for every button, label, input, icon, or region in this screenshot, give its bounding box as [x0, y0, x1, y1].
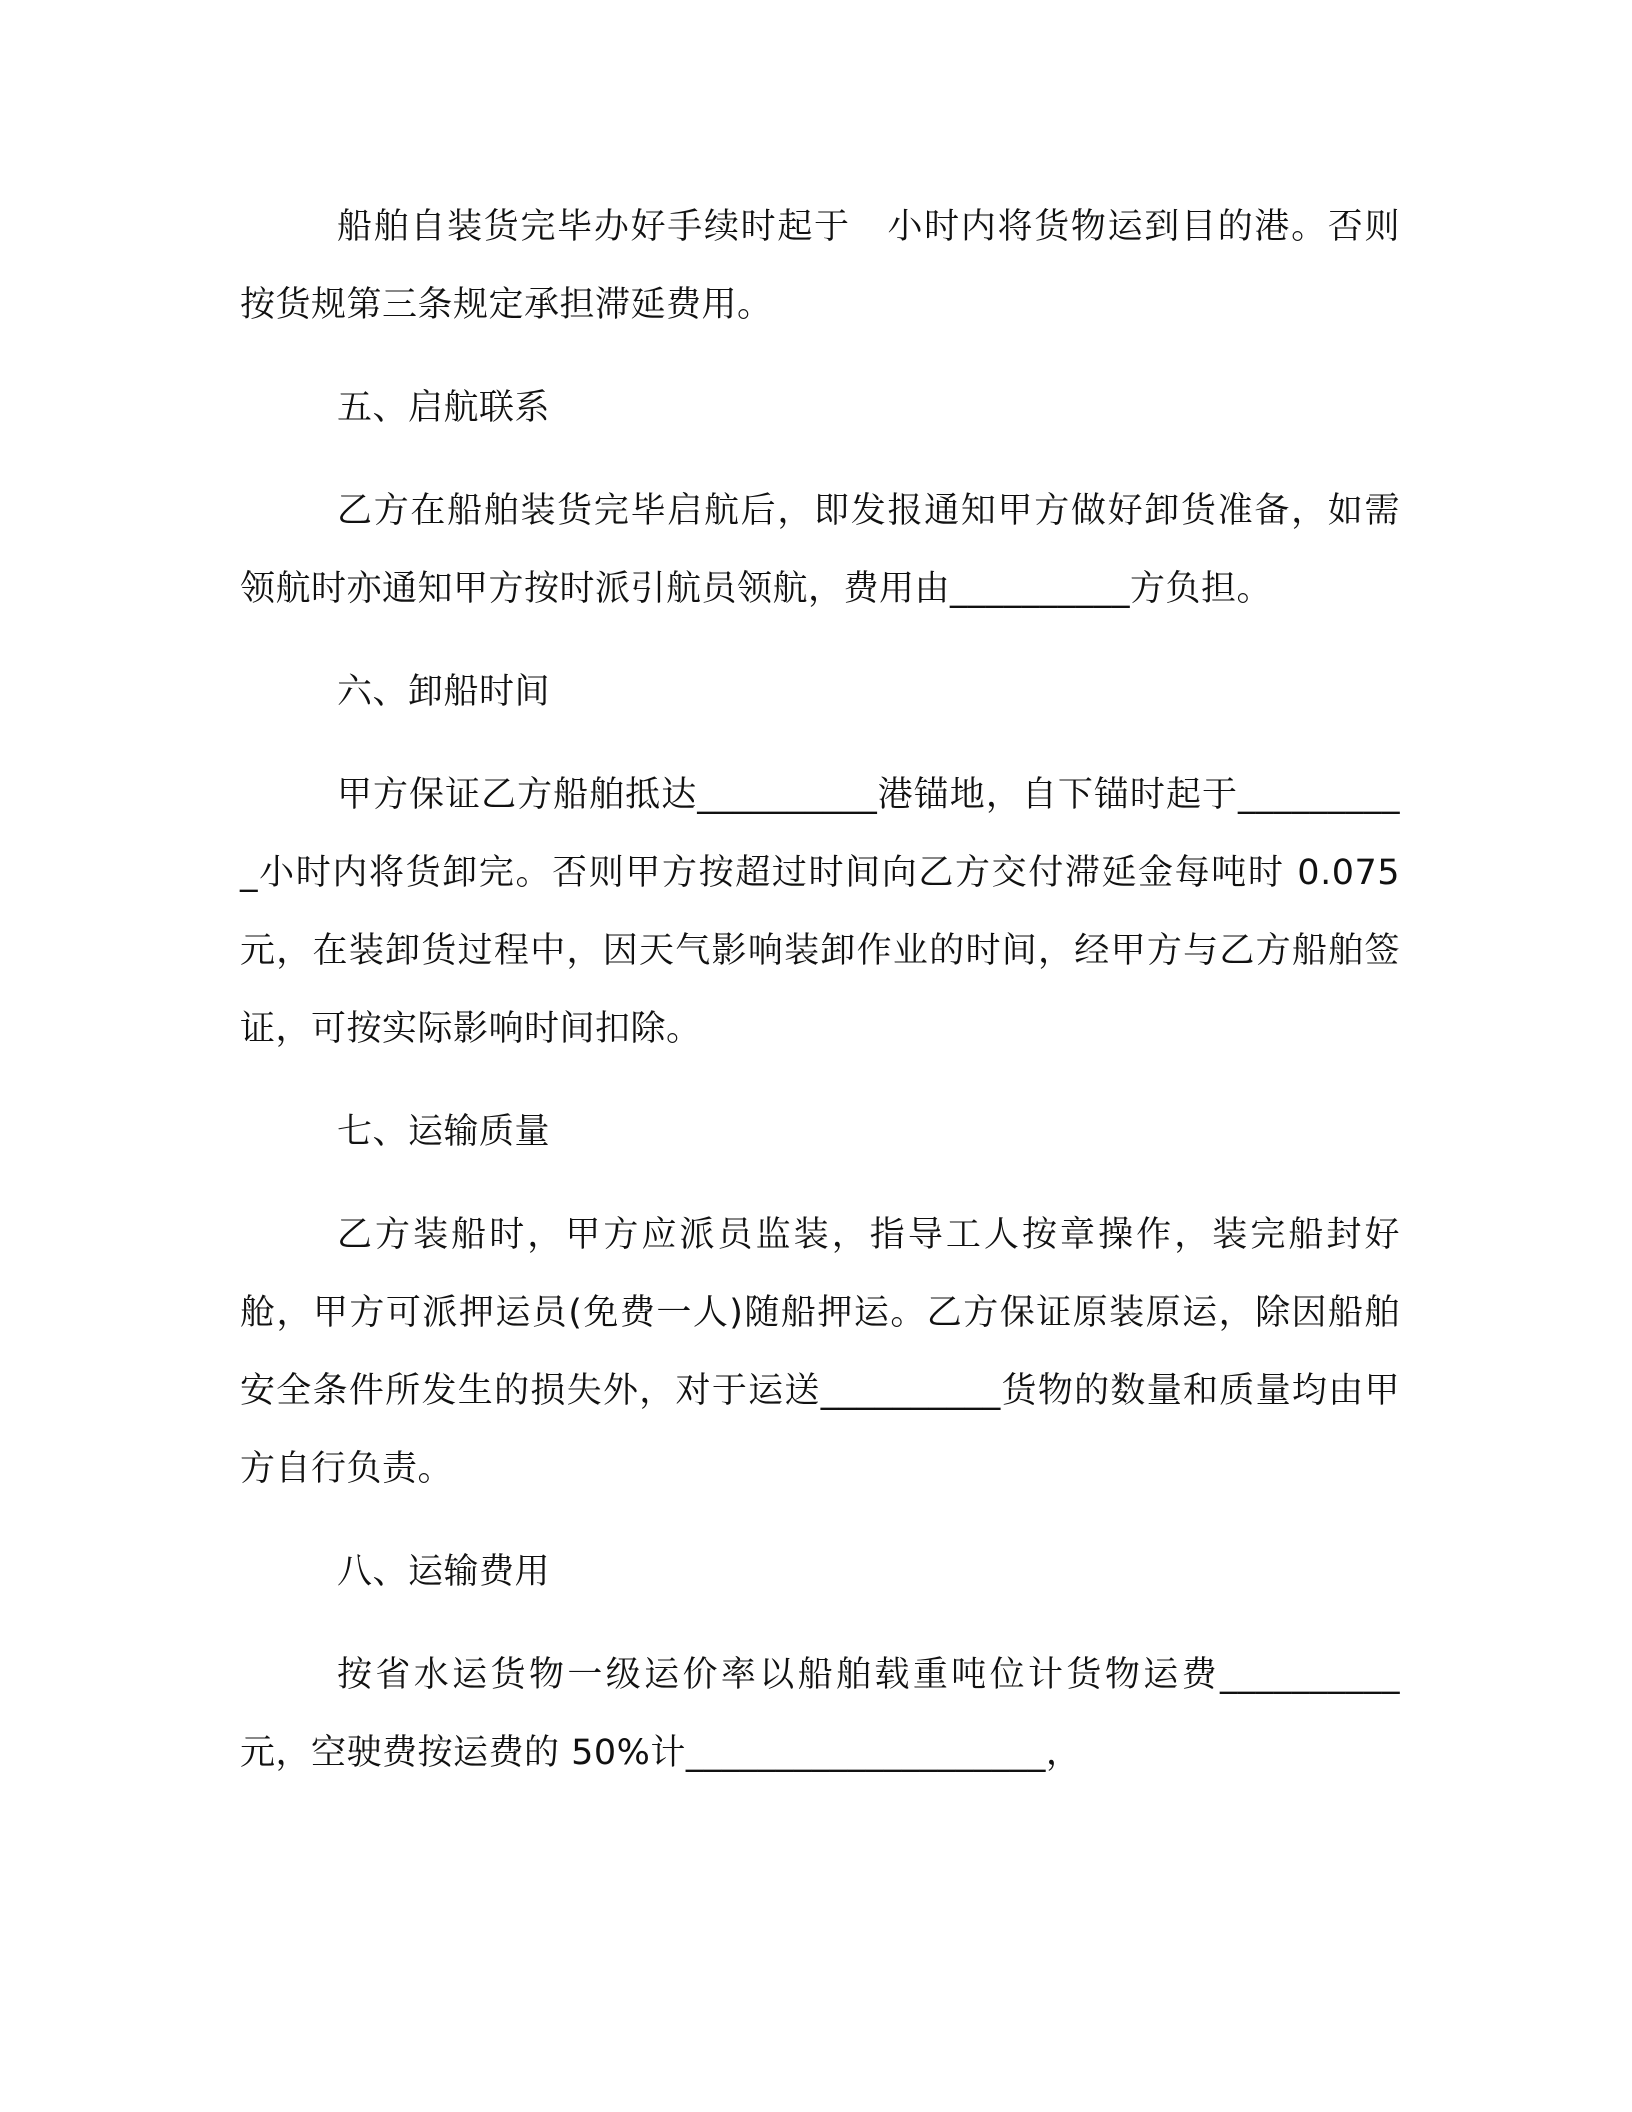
clause-paragraph: 甲方保证乙方船舶抵达__________港锚地，自下锚时起于__________小时内将货卸完。否则甲方按超过时间向乙方交付滞延金每吨时 0.075 元，在装卸货过程中，因天气影响装卸作业的时间，经甲方与乙方船舶签证，可按实际影响时间扣除。 — [240, 775, 1400, 1049]
section-heading: 八、运输费用 — [337, 1552, 551, 1592]
clause-paragraph: 船舶自装货完毕办好手续时起于 小时内将货物运到目的港。否则按货规第三条规定承担滞延费用。 — [240, 207, 1400, 325]
clause-paragraph: 按省水运货物一级运价率以船舶载重吨位计货物运费__________元，空驶费按运费的 50%计____________________， — [240, 1655, 1400, 1773]
document-body — [240, 188, 1400, 1817]
clause-paragraph: 乙方在船舶装货完毕启航后，即发报通知甲方做好卸货准备，如需领航时亦通知甲方按时派引航员领航，费用由__________方负担。 — [240, 491, 1400, 609]
section-heading: 五、启航联系 — [337, 388, 551, 428]
clause-paragraph: 乙方装船时，甲方应派员监装，指导工人按章操作，装完船封好舱，甲方可派押运员(免费一人)随船押运。乙方保证原装原运，除因船舶安全条件所发生的损失外，对于运送__________货物的数量和质量均由甲方自行负责。 — [240, 1215, 1400, 1489]
section-heading: 七、运输质量 — [337, 1112, 551, 1152]
section-heading: 六、卸船时间 — [337, 672, 551, 712]
